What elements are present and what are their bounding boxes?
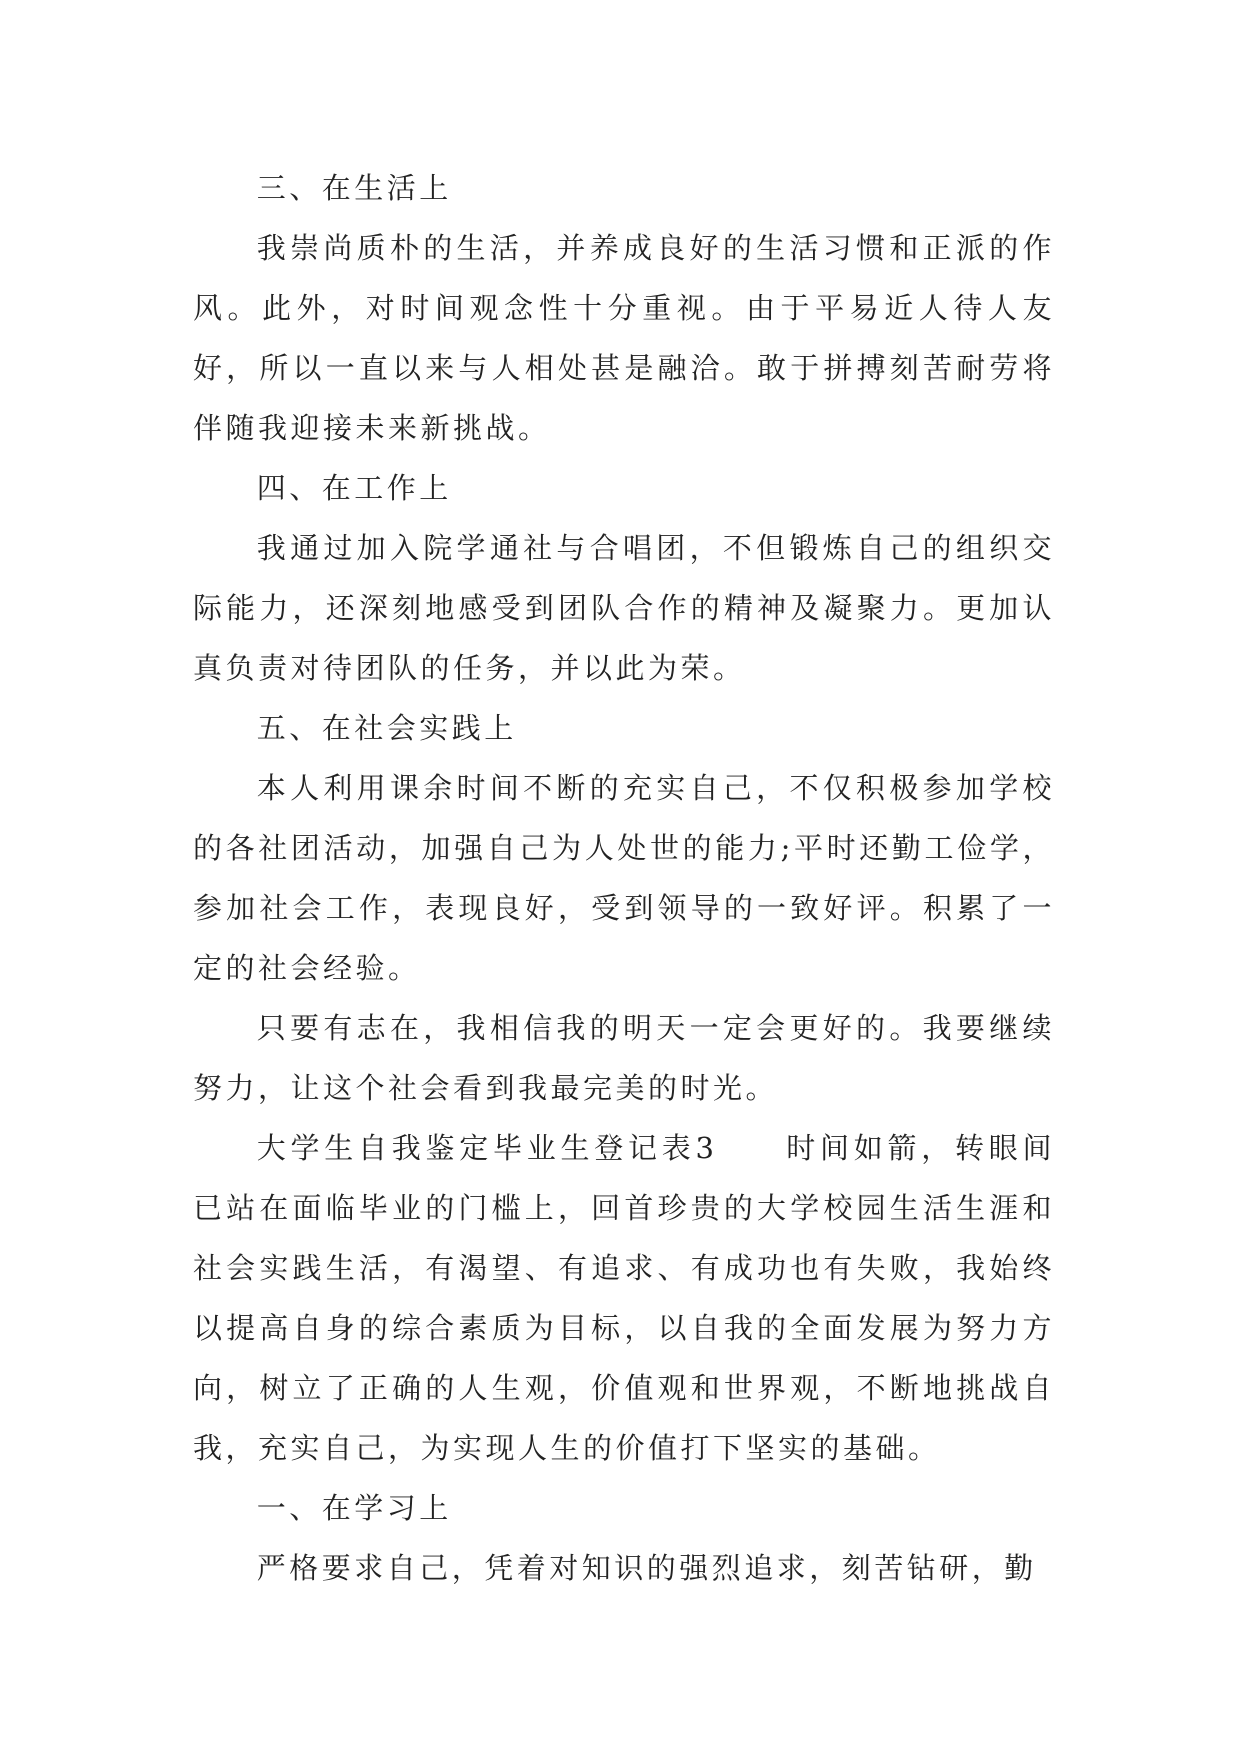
paragraph-life: 我崇尚质朴的生活，并养成良好的生活习惯和正派的作风。此外，对时间观念性十分重视。由于平易近人待人友好，所以一直以来与人相处甚是融洽。敢于拼搏刻苦耐劳将伴随我迎接未来新挑战。 xyxy=(193,231,1055,445)
section-heading-life: 三、在生活上 xyxy=(256,171,452,205)
paragraph-social-practice: 本人利用课余时间不断的充实自己，不仅积极参加学校的各社团活动，加强自己为人处世的能力;平时还勤工俭学，参加社会工作，表现良好，受到领导的一致好评。积累了一定的社会经验。 xyxy=(193,771,1055,985)
section-heading-social-practice: 五、在社会实践上 xyxy=(256,711,517,745)
paragraph-form-3-intro: 大学生自我鉴定毕业生登记表3 时间如箭，转眼间已站在面临毕业的门槛上，回首珍贵的大学校园生活生涯和社会实践生活，有渴望、有追求、有成功也有失败，我始终以提高自身的综合素质为目标，以自我的全面发展为努力方向，树立了正确的人生观，价值观和世界观，不断地挑战自我，充实自己，为实现人生的价值打下坚实的基础。 xyxy=(193,1131,1055,1465)
section-heading-work: 四、在工作上 xyxy=(256,471,452,505)
paragraph-work: 我通过加入院学通社与合唱团，不但锻炼自己的组织交际能力，还深刻地感受到团队合作的精神及凝聚力。更加认真负责对待团队的任务，并以此为荣。 xyxy=(193,531,1055,685)
document-body xyxy=(193,158,1055,1598)
paragraph-study: 严格要求自己，凭着对知识的强烈追求，刻苦钻研，勤 xyxy=(256,1551,1037,1585)
paragraph-conclusion: 只要有志在，我相信我的明天一定会更好的。我要继续努力，让这个社会看到我最完美的时光。 xyxy=(193,1011,1055,1105)
section-heading-study: 一、在学习上 xyxy=(256,1491,452,1525)
